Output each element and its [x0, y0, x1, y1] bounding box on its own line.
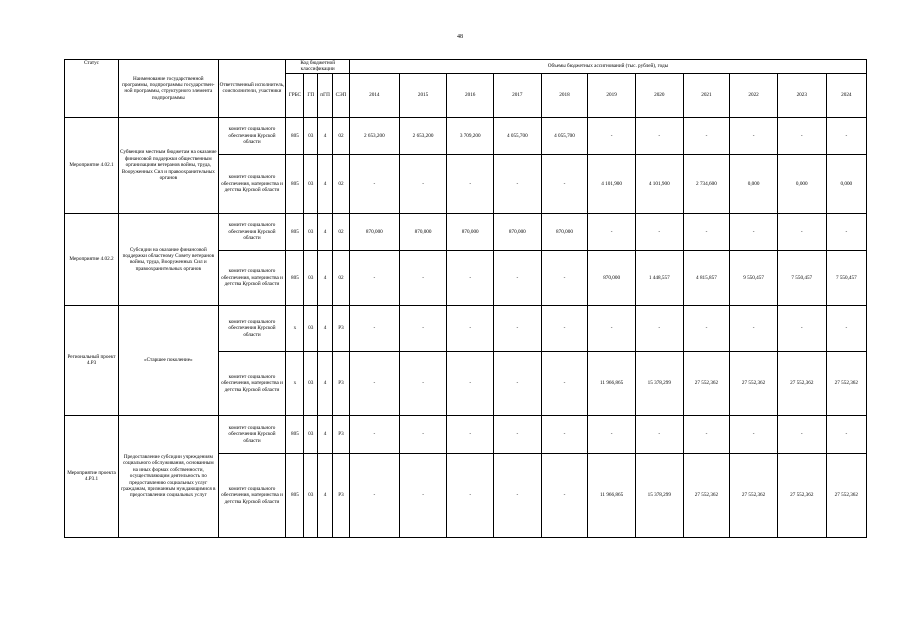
amount-cell: - — [494, 453, 542, 537]
amount-cell: - — [635, 415, 683, 453]
header-grbs: ГРБС — [286, 73, 304, 117]
amount-cell: 11 966,865 — [588, 453, 636, 537]
amount-cell: 4 815,857 — [683, 250, 730, 305]
amount-cell: 15 378,299 — [635, 351, 683, 415]
code-pgp-cell: 4 — [318, 154, 333, 213]
amount-cell: 4 055,700 — [541, 117, 588, 154]
amount-cell: - — [494, 415, 542, 453]
amount-cell: - — [826, 305, 866, 351]
amount-cell: 4 101,900 — [635, 154, 683, 213]
header-pgp: пГП — [318, 73, 333, 117]
header-year: 2016 — [447, 73, 494, 117]
amount-cell: - — [730, 117, 778, 154]
header-year: 2020 — [635, 73, 683, 117]
executor-cell: комитет социального обеспечения Курской области — [218, 415, 286, 453]
amount-cell: 3 709,200 — [447, 117, 494, 154]
amount-cell: 27 552,362 — [777, 351, 826, 415]
header-status: Статус — [65, 60, 119, 118]
amount-cell: - — [349, 453, 399, 537]
code-szp-cell: Р3 — [332, 305, 349, 351]
amount-cell: - — [826, 213, 866, 250]
amount-cell: - — [349, 351, 399, 415]
program-name-cell: Субвенции местным бюджетам на оказание финансовой поддержки общественным организациям ветеранов войны, труда, Вооруженных Сил и правоохранительных органов — [119, 117, 219, 213]
amount-cell: - — [541, 351, 588, 415]
amount-cell: - — [494, 154, 542, 213]
header-budget-code: Код бюджетной классификации — [286, 60, 350, 74]
header-year: 2021 — [683, 73, 730, 117]
amount-cell: - — [683, 305, 730, 351]
amount-cell: - — [588, 305, 636, 351]
amount-cell: - — [447, 250, 494, 305]
code-pgp-cell: 4 — [318, 415, 333, 453]
code-pgp-cell: 4 — [318, 250, 333, 305]
amount-cell: - — [349, 154, 399, 213]
code-grbs-cell: 805 — [286, 154, 304, 213]
amount-cell: - — [588, 117, 636, 154]
code-gp-cell: 03 — [304, 351, 318, 415]
table-row — [65, 415, 867, 453]
header-volumes: Объемы бюджетных ассигнований (тыс. рублей), годы — [349, 60, 866, 74]
amount-cell: 9 550,457 — [730, 250, 778, 305]
code-gp-cell: 03 — [304, 453, 318, 537]
header-year: 2014 — [349, 73, 399, 117]
amount-cell: - — [399, 154, 447, 213]
amount-cell: 870,000 — [494, 213, 542, 250]
code-grbs-cell: 805 — [286, 453, 304, 537]
code-szp-cell: 02 — [332, 213, 349, 250]
code-grbs-cell: 805 — [286, 213, 304, 250]
code-szp-cell: Р3 — [332, 415, 349, 453]
amount-cell: 2 653,200 — [349, 117, 399, 154]
status-cell: Мероприятие проекта 4.Р3.1 — [65, 415, 119, 537]
executor-cell: комитет социального обеспечения, материнства и детства Курской области — [218, 453, 286, 537]
amount-cell: 27 552,362 — [683, 351, 730, 415]
amount-cell: 870,000 — [399, 213, 447, 250]
header-year: 2024 — [826, 73, 866, 117]
code-szp-cell: Р3 — [332, 453, 349, 537]
amount-cell: - — [683, 213, 730, 250]
amount-cell: 4 055,700 — [494, 117, 542, 154]
amount-cell: 1 448,557 — [635, 250, 683, 305]
amount-cell: - — [399, 453, 447, 537]
code-gp-cell: 03 — [304, 154, 318, 213]
executor-cell: комитет социального обеспечения Курской области — [218, 213, 286, 250]
code-gp-cell: 03 — [304, 250, 318, 305]
executor-cell: комитет социального обеспечения, материнства и детства Курской области — [218, 250, 286, 305]
executor-cell: комитет социального обеспечения Курской области — [218, 305, 286, 351]
amount-cell: 27 552,362 — [683, 453, 730, 537]
amount-cell: 870,000 — [588, 250, 636, 305]
amount-cell: - — [399, 415, 447, 453]
amount-cell: - — [349, 415, 399, 453]
amount-cell: 870,000 — [349, 213, 399, 250]
header-szp: СЭП — [332, 73, 349, 117]
amount-cell: - — [777, 415, 826, 453]
executor-cell: комитет социального обеспечения Курской области — [218, 117, 286, 154]
status-cell: Региональный проект 4.Р3 — [65, 305, 119, 415]
amount-cell: - — [349, 305, 399, 351]
table-row — [65, 213, 867, 250]
code-gp-cell: 03 — [304, 305, 318, 351]
amount-cell: - — [683, 117, 730, 154]
status-cell: Мероприятие 4.02.2 — [65, 213, 119, 305]
amount-cell: 0,000 — [826, 154, 866, 213]
amount-cell: - — [777, 117, 826, 154]
header-year: 2015 — [399, 73, 447, 117]
executor-cell: комитет социального обеспечения, материнства и детства Курской области — [218, 154, 286, 213]
amount-cell: 27 552,362 — [777, 453, 826, 537]
amount-cell: - — [447, 154, 494, 213]
header-year: 2019 — [588, 73, 636, 117]
code-szp-cell: 02 — [332, 154, 349, 213]
amount-cell: - — [541, 250, 588, 305]
amount-cell: - — [349, 250, 399, 305]
amount-cell: - — [399, 351, 447, 415]
amount-cell: 7 550,457 — [826, 250, 866, 305]
executor-cell: комитет социального обеспечения, материнства и детства Курской области — [218, 351, 286, 415]
code-gp-cell: 03 — [304, 213, 318, 250]
code-pgp-cell: 4 — [318, 117, 333, 154]
amount-cell: - — [447, 351, 494, 415]
code-szp-cell: 02 — [332, 117, 349, 154]
amount-cell: 7 550,457 — [777, 250, 826, 305]
amount-cell: 27 552,362 — [826, 351, 866, 415]
code-grbs-cell: x — [286, 351, 304, 415]
code-pgp-cell: 4 — [318, 305, 333, 351]
page-number: 48 — [457, 34, 463, 40]
amount-cell: 870,000 — [447, 213, 494, 250]
code-pgp-cell: 4 — [318, 453, 333, 537]
program-name-cell: Предоставление субсидии учреждениям социального обслуживания, основанным на иных формах собственности, осуществляющим деятельность по предоставлению социальных услуг гражданам, признанным нуждающимися в предоставлении социальных услуг — [119, 415, 219, 537]
amount-cell: - — [447, 415, 494, 453]
amount-cell: - — [826, 415, 866, 453]
code-pgp-cell: 4 — [318, 351, 333, 415]
amount-cell: 2 653,200 — [399, 117, 447, 154]
amount-cell: - — [447, 453, 494, 537]
amount-cell: - — [730, 305, 778, 351]
amount-cell: - — [635, 213, 683, 250]
amount-cell: 870,000 — [541, 213, 588, 250]
amount-cell: - — [541, 415, 588, 453]
amount-cell: 11 966,865 — [588, 351, 636, 415]
amount-cell: - — [494, 351, 542, 415]
amount-cell: - — [777, 305, 826, 351]
amount-cell: - — [635, 117, 683, 154]
amount-cell: 27 552,362 — [730, 351, 778, 415]
code-grbs-cell: 805 — [286, 117, 304, 154]
amount-cell: - — [683, 415, 730, 453]
header-year: 2018 — [541, 73, 588, 117]
table-row — [65, 117, 867, 154]
amount-cell: - — [730, 415, 778, 453]
amount-cell: 0,000 — [777, 154, 826, 213]
code-szp-cell: 02 — [332, 250, 349, 305]
amount-cell: - — [494, 305, 542, 351]
amount-cell: 27 552,362 — [826, 453, 866, 537]
amount-cell: - — [635, 305, 683, 351]
amount-cell: 0,000 — [730, 154, 778, 213]
amount-cell: 15 378,299 — [635, 453, 683, 537]
amount-cell: 27 552,362 — [730, 453, 778, 537]
code-grbs-cell: x — [286, 305, 304, 351]
amount-cell: - — [541, 305, 588, 351]
header-year: 2022 — [730, 73, 778, 117]
code-gp-cell: 03 — [304, 415, 318, 453]
amount-cell: - — [588, 213, 636, 250]
code-grbs-cell: 805 — [286, 415, 304, 453]
amount-cell: - — [777, 213, 826, 250]
program-name-cell: «Старшее поколение» — [119, 305, 219, 415]
amount-cell: - — [541, 453, 588, 537]
amount-cell: 2 734,600 — [683, 154, 730, 213]
amount-cell: - — [826, 117, 866, 154]
header-year: 2017 — [494, 73, 542, 117]
amount-cell: - — [447, 305, 494, 351]
header-name: Наименование государственной программы, подпрограммы государствен-ной программы, структурного элемента подпрограммы — [119, 60, 219, 118]
amount-cell: - — [588, 415, 636, 453]
amount-cell: - — [730, 213, 778, 250]
amount-cell: - — [399, 250, 447, 305]
header-gp: ГП — [304, 73, 318, 117]
amount-cell: - — [541, 154, 588, 213]
status-cell: Мероприятие 4.02.1 — [65, 117, 119, 213]
program-name-cell: Субсидии на оказание финансовой поддержки областному Совету ветеранов войны, труда, Вооруженных Сил и правоохранительных органов — [119, 213, 219, 305]
code-gp-cell: 03 — [304, 117, 318, 154]
amount-cell: - — [399, 305, 447, 351]
code-grbs-cell: 805 — [286, 250, 304, 305]
header-executor: Ответственный исполнитель, соисполнители, участники — [218, 60, 286, 118]
table-row — [65, 305, 867, 351]
amount-cell: - — [494, 250, 542, 305]
code-szp-cell: Р3 — [332, 351, 349, 415]
budget-table — [64, 59, 867, 538]
code-pgp-cell: 4 — [318, 213, 333, 250]
header-year: 2023 — [777, 73, 826, 117]
amount-cell: 4 101,900 — [588, 154, 636, 213]
